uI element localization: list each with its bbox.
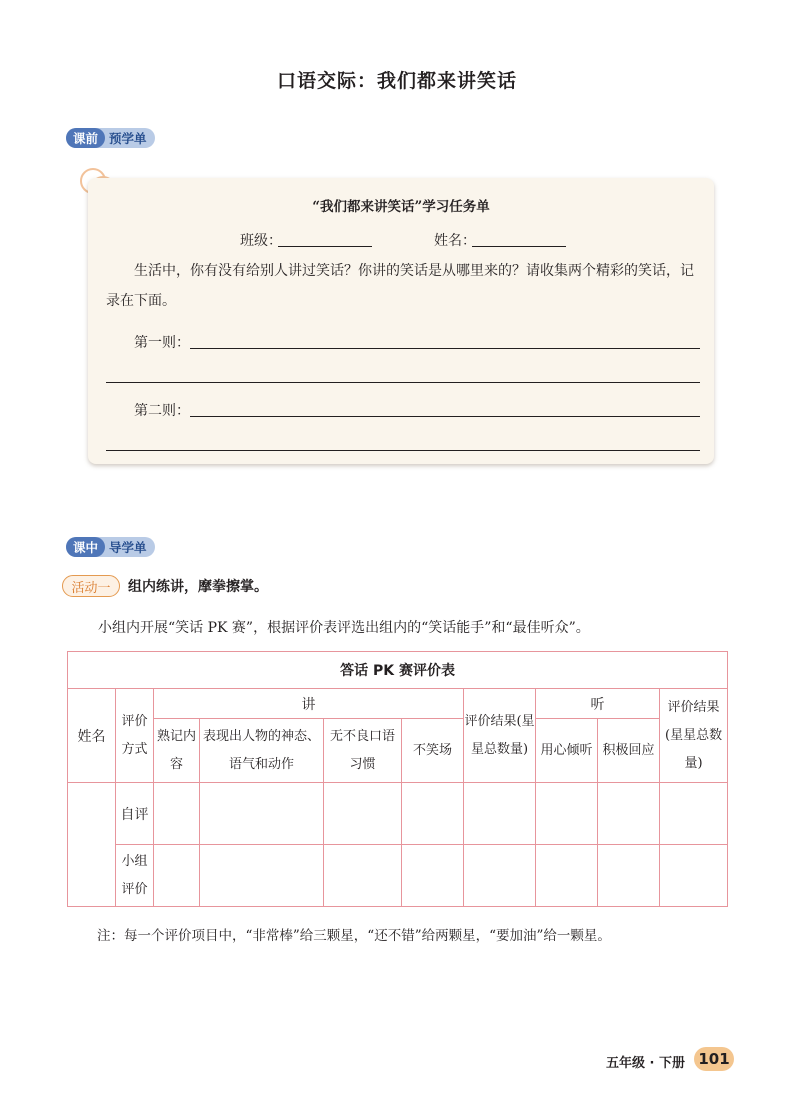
listen-col-respond: 积极回应	[598, 719, 660, 783]
name-label: 姓名：	[434, 233, 476, 249]
speak-result-header: 评价结果(星星总数量)	[464, 689, 536, 783]
table-cell[interactable]	[324, 845, 402, 907]
page-title: 口语交际：我们都来讲笑话	[276, 70, 517, 92]
in-class-tag-b: 导学单	[109, 540, 147, 555]
pre-class-tag	[66, 128, 155, 148]
pre-class-tag-a: 课前	[66, 128, 105, 148]
activity-intro: 小组内开展“笑话 PK 赛”，根据评价表评选出组内的“笑话能手”和“最佳听众”。	[98, 620, 590, 636]
name-header: 姓名	[68, 689, 116, 783]
speak-col-memorize: 熟记内容	[154, 719, 200, 783]
table-cell[interactable]	[402, 845, 464, 907]
joke2-line1[interactable]	[190, 416, 700, 417]
name-field[interactable]	[472, 246, 566, 247]
table-title: 答话 PK 赛评价表	[68, 652, 728, 689]
task-instruction: 生活中，你有没有给别人讲过笑话？你讲的笑话是从哪里来的？请收集两个精彩的笑话，记录在下面。	[106, 263, 694, 309]
class-label: 班级：	[240, 233, 282, 249]
speak-col-habits: 无不良口语习惯	[324, 719, 402, 783]
in-class-tag-a: 课中	[66, 537, 105, 557]
joke1-line2[interactable]	[106, 382, 700, 383]
table-cell[interactable]	[660, 783, 728, 845]
joke1-line1[interactable]	[190, 348, 700, 349]
listen-result-header: 评价结果(星星总数量)	[660, 689, 728, 783]
speak-header: 讲	[154, 689, 464, 719]
listen-col-attentive: 用心倾听	[536, 719, 598, 783]
table-cell[interactable]	[464, 845, 536, 907]
table-cell[interactable]	[200, 783, 324, 845]
table-cell[interactable]	[464, 783, 536, 845]
name-cell[interactable]	[68, 783, 116, 907]
table-cell[interactable]	[536, 783, 598, 845]
table-cell[interactable]	[200, 845, 324, 907]
task-sheet-card	[88, 178, 714, 464]
speak-col-expression: 表现出人物的神态、语气和动作	[200, 719, 324, 783]
task-sheet-title: “我们都来讲笑话”学习任务单	[312, 199, 490, 215]
table-cell[interactable]	[598, 783, 660, 845]
listen-header: 听	[536, 689, 660, 719]
page-number: 101	[694, 1047, 734, 1071]
row-group-label: 小组评价	[116, 845, 154, 907]
footer-grade: 五年级 · 下册	[606, 1056, 685, 1071]
evaluation-table	[67, 651, 728, 907]
table-cell[interactable]	[324, 783, 402, 845]
activity-tag: 活动一	[62, 575, 120, 597]
row-self-label: 自评	[116, 783, 154, 845]
joke1-label: 第一则：	[134, 335, 190, 351]
table-cell[interactable]	[154, 845, 200, 907]
evaluation-note: 注：每一个评价项目中，“非常棒”给三颗星，“还不错”给两颗星，“要加油”给一颗星。	[97, 928, 611, 944]
activity-title: 组内练讲，摩拳擦掌。	[128, 579, 268, 595]
joke2-label: 第二则：	[134, 403, 190, 419]
class-field[interactable]	[278, 246, 372, 247]
table-cell[interactable]	[536, 845, 598, 907]
in-class-tag	[66, 537, 155, 557]
table-cell[interactable]	[598, 845, 660, 907]
pre-class-tag-b: 预学单	[109, 131, 147, 146]
method-header: 评价方式	[116, 689, 154, 783]
table-cell[interactable]	[402, 783, 464, 845]
speak-col-no-laugh: 不笑场	[402, 719, 464, 783]
table-cell[interactable]	[154, 783, 200, 845]
table-cell[interactable]	[660, 845, 728, 907]
joke2-line2[interactable]	[106, 450, 700, 451]
